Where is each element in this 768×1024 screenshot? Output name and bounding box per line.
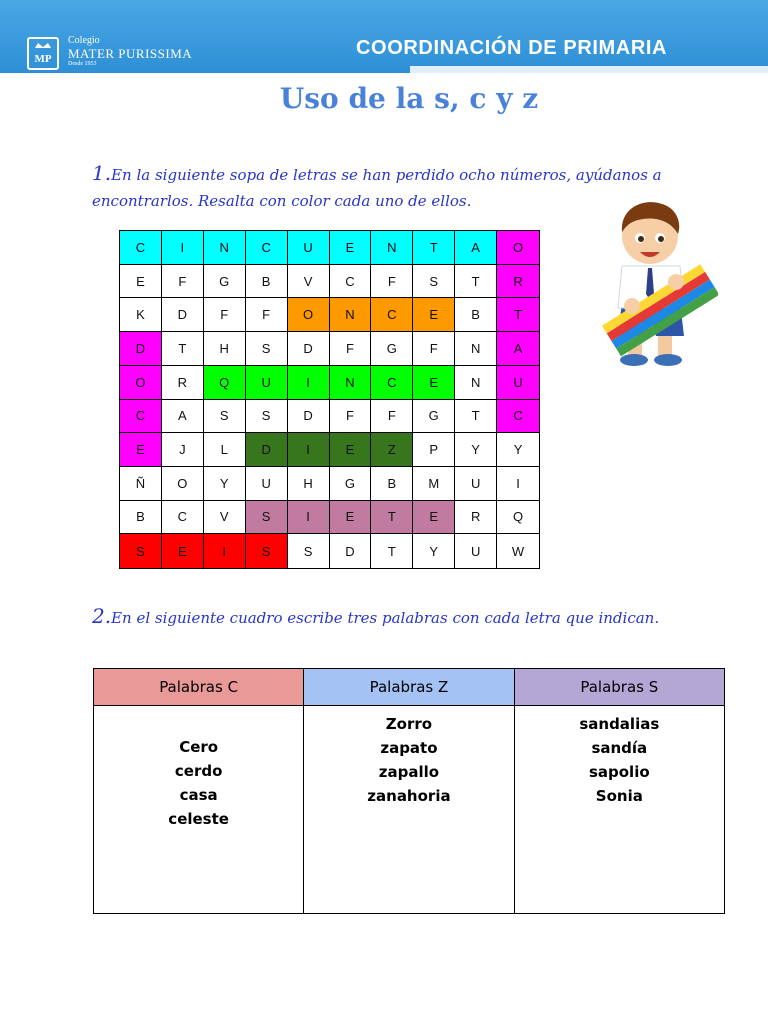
grid-cell[interactable]: E bbox=[120, 433, 162, 467]
boy-with-pencils-illustration bbox=[598, 190, 718, 370]
words-table-body-row bbox=[94, 706, 725, 914]
word-search-grid bbox=[119, 230, 540, 569]
grid-cell[interactable]: C bbox=[162, 501, 204, 535]
grid-cell[interactable]: T bbox=[455, 265, 497, 299]
grid-cell[interactable]: L bbox=[204, 433, 246, 467]
grid-cell[interactable]: C bbox=[497, 400, 539, 434]
grid-cell[interactable]: D bbox=[330, 534, 372, 568]
grid-cell[interactable]: C bbox=[371, 366, 413, 400]
word-s-2: sandía bbox=[591, 739, 648, 757]
word-z-3: zapallo bbox=[378, 763, 440, 781]
grid-cell[interactable]: I bbox=[162, 231, 204, 265]
grid-cell[interactable]: S bbox=[246, 400, 288, 434]
grid-cell[interactable]: D bbox=[288, 332, 330, 366]
grid-cell[interactable]: Y bbox=[497, 433, 539, 467]
grid-cell[interactable]: F bbox=[371, 400, 413, 434]
school-name-line2: MATER PURISSIMA bbox=[68, 46, 193, 61]
grid-cell[interactable]: S bbox=[204, 400, 246, 434]
grid-cell[interactable]: H bbox=[288, 467, 330, 501]
exercise-2-text: En el siguiente cuadro escribe tres palabras con cada letra que indican. bbox=[111, 609, 660, 627]
grid-cell[interactable]: S bbox=[246, 501, 288, 535]
grid-cell[interactable]: E bbox=[330, 231, 372, 265]
grid-cell[interactable]: Z bbox=[371, 433, 413, 467]
grid-cell[interactable]: Y bbox=[413, 534, 455, 568]
grid-cell[interactable]: U bbox=[246, 467, 288, 501]
grid-cell[interactable]: B bbox=[371, 467, 413, 501]
grid-cell[interactable]: U bbox=[455, 534, 497, 568]
grid-cell[interactable]: F bbox=[330, 400, 372, 434]
grid-cell[interactable]: B bbox=[246, 265, 288, 299]
word-z-1: Zorro bbox=[385, 715, 433, 733]
grid-cell[interactable]: S bbox=[120, 534, 162, 568]
grid-cell[interactable]: C bbox=[246, 231, 288, 265]
grid-cell[interactable]: Q bbox=[204, 366, 246, 400]
exercise-2-number: 2. bbox=[92, 604, 112, 628]
word-c-1: Cero bbox=[179, 738, 219, 756]
grid-cell[interactable]: I bbox=[288, 501, 330, 535]
grid-cell[interactable]: U bbox=[455, 467, 497, 501]
grid-cell[interactable]: E bbox=[330, 501, 372, 535]
word-c-2: cerdo bbox=[174, 762, 223, 780]
words-z-cell[interactable] bbox=[304, 706, 514, 914]
grid-cell[interactable]: O bbox=[497, 231, 539, 265]
header-palabras-c: Palabras C bbox=[94, 669, 304, 706]
school-name-line1: Colegio bbox=[68, 35, 100, 46]
grid-cell[interactable]: N bbox=[371, 231, 413, 265]
grid-cell[interactable]: N bbox=[204, 231, 246, 265]
header-palabras-s: Palabras S bbox=[514, 669, 724, 706]
grid-cell[interactable]: U bbox=[288, 231, 330, 265]
grid-cell[interactable]: E bbox=[162, 534, 204, 568]
grid-cell[interactable]: T bbox=[371, 534, 413, 568]
grid-cell[interactable]: M bbox=[413, 467, 455, 501]
grid-cell[interactable]: F bbox=[371, 265, 413, 299]
school-logo bbox=[27, 37, 59, 70]
exercise-1-number: 1. bbox=[92, 161, 112, 185]
grid-cell[interactable]: K bbox=[120, 298, 162, 332]
grid-cell[interactable]: A bbox=[497, 332, 539, 366]
grid-cell[interactable]: E bbox=[120, 265, 162, 299]
grid-cell[interactable]: R bbox=[497, 265, 539, 299]
grid-cell[interactable]: F bbox=[162, 265, 204, 299]
grid-cell[interactable]: O bbox=[162, 467, 204, 501]
section-title: COORDINACIÓN DE PRIMARIA bbox=[356, 37, 668, 59]
grid-cell[interactable]: G bbox=[371, 332, 413, 366]
grid-cell[interactable]: O bbox=[120, 366, 162, 400]
grid-cell[interactable]: Q bbox=[497, 501, 539, 535]
words-table-header-row bbox=[94, 669, 725, 706]
grid-cell[interactable]: C bbox=[330, 265, 372, 299]
grid-cell[interactable]: B bbox=[120, 501, 162, 535]
grid-cell[interactable]: Ñ bbox=[120, 467, 162, 501]
grid-cell[interactable]: N bbox=[455, 366, 497, 400]
grid-cell[interactable]: Y bbox=[455, 433, 497, 467]
grid-cell[interactable]: F bbox=[204, 298, 246, 332]
grid-cell[interactable]: B bbox=[455, 298, 497, 332]
grid-cell[interactable]: T bbox=[497, 298, 539, 332]
grid-cell[interactable]: S bbox=[246, 332, 288, 366]
grid-cell[interactable]: E bbox=[413, 298, 455, 332]
grid-cell[interactable]: I bbox=[497, 467, 539, 501]
grid-cell[interactable]: S bbox=[413, 265, 455, 299]
word-z-4: zanahoria bbox=[367, 787, 451, 805]
grid-cell[interactable]: G bbox=[330, 467, 372, 501]
word-c-3: casa bbox=[179, 786, 218, 804]
school-name bbox=[68, 36, 192, 67]
grid-cell[interactable]: U bbox=[497, 366, 539, 400]
grid-cell[interactable]: I bbox=[288, 366, 330, 400]
grid-cell[interactable]: T bbox=[413, 231, 455, 265]
crown-icon bbox=[29, 39, 57, 68]
grid-cell[interactable]: D bbox=[288, 400, 330, 434]
grid-cell[interactable]: F bbox=[413, 332, 455, 366]
header-banner bbox=[0, 0, 768, 73]
grid-cell[interactable]: D bbox=[120, 332, 162, 366]
grid-cell[interactable]: F bbox=[330, 332, 372, 366]
grid-cell[interactable]: V bbox=[204, 501, 246, 535]
words-s-cell[interactable] bbox=[514, 706, 724, 914]
grid-cell[interactable]: E bbox=[413, 501, 455, 535]
word-c-4: celeste bbox=[168, 810, 229, 828]
grid-cell[interactable]: G bbox=[413, 400, 455, 434]
header-palabras-z: Palabras Z bbox=[304, 669, 514, 706]
grid-cell[interactable]: F bbox=[246, 298, 288, 332]
exercise-1-text: En la siguiente sopa de letras se han perdido ocho números, ayúdanos a encontrarlos. Resalta con color cada uno de ellos. bbox=[92, 166, 662, 210]
grid-cell[interactable]: J bbox=[162, 433, 204, 467]
grid-cell[interactable]: C bbox=[371, 298, 413, 332]
word-s-4: Sonia bbox=[595, 787, 643, 805]
grid-cell[interactable]: S bbox=[246, 534, 288, 568]
grid-cell[interactable]: O bbox=[288, 298, 330, 332]
words-table bbox=[93, 668, 725, 914]
grid-cell[interactable]: R bbox=[162, 366, 204, 400]
grid-cell[interactable]: W bbox=[497, 534, 539, 568]
grid-cell[interactable]: C bbox=[120, 231, 162, 265]
grid-cell[interactable]: E bbox=[330, 433, 372, 467]
grid-cell[interactable]: D bbox=[246, 433, 288, 467]
grid-cell[interactable]: A bbox=[455, 231, 497, 265]
grid-cell[interactable]: N bbox=[455, 332, 497, 366]
grid-cell[interactable]: Y bbox=[204, 467, 246, 501]
grid-cell[interactable]: A bbox=[162, 400, 204, 434]
word-s-1: sandalias bbox=[579, 715, 660, 733]
grid-cell[interactable]: T bbox=[455, 400, 497, 434]
words-c-cell[interactable] bbox=[94, 706, 304, 914]
grid-cell[interactable]: R bbox=[455, 501, 497, 535]
exercise-2-instruction bbox=[92, 603, 732, 631]
school-name-line3: Desde 1953 bbox=[68, 61, 97, 67]
grid-cell[interactable]: U bbox=[246, 366, 288, 400]
grid-cell[interactable]: H bbox=[204, 332, 246, 366]
word-s-3: sapolio bbox=[588, 763, 650, 781]
grid-cell[interactable]: I bbox=[204, 534, 246, 568]
grid-cell[interactable]: E bbox=[413, 366, 455, 400]
grid-cell[interactable]: N bbox=[330, 298, 372, 332]
svg-text:MP: MP bbox=[34, 53, 52, 65]
grid-cell[interactable]: I bbox=[288, 433, 330, 467]
banner-stripe bbox=[410, 66, 768, 73]
grid-cell[interactable]: D bbox=[162, 298, 204, 332]
grid-cell[interactable]: G bbox=[204, 265, 246, 299]
word-z-2: zapato bbox=[380, 739, 438, 757]
grid-cell[interactable]: N bbox=[330, 366, 372, 400]
grid-cell[interactable]: C bbox=[120, 400, 162, 434]
grid-cell[interactable]: P bbox=[413, 433, 455, 467]
grid-cell[interactable]: V bbox=[288, 265, 330, 299]
page-title: Uso de la s, c y z bbox=[279, 82, 539, 115]
grid-cell[interactable]: T bbox=[371, 501, 413, 535]
grid-cell[interactable]: T bbox=[162, 332, 204, 366]
grid-cell[interactable]: S bbox=[288, 534, 330, 568]
